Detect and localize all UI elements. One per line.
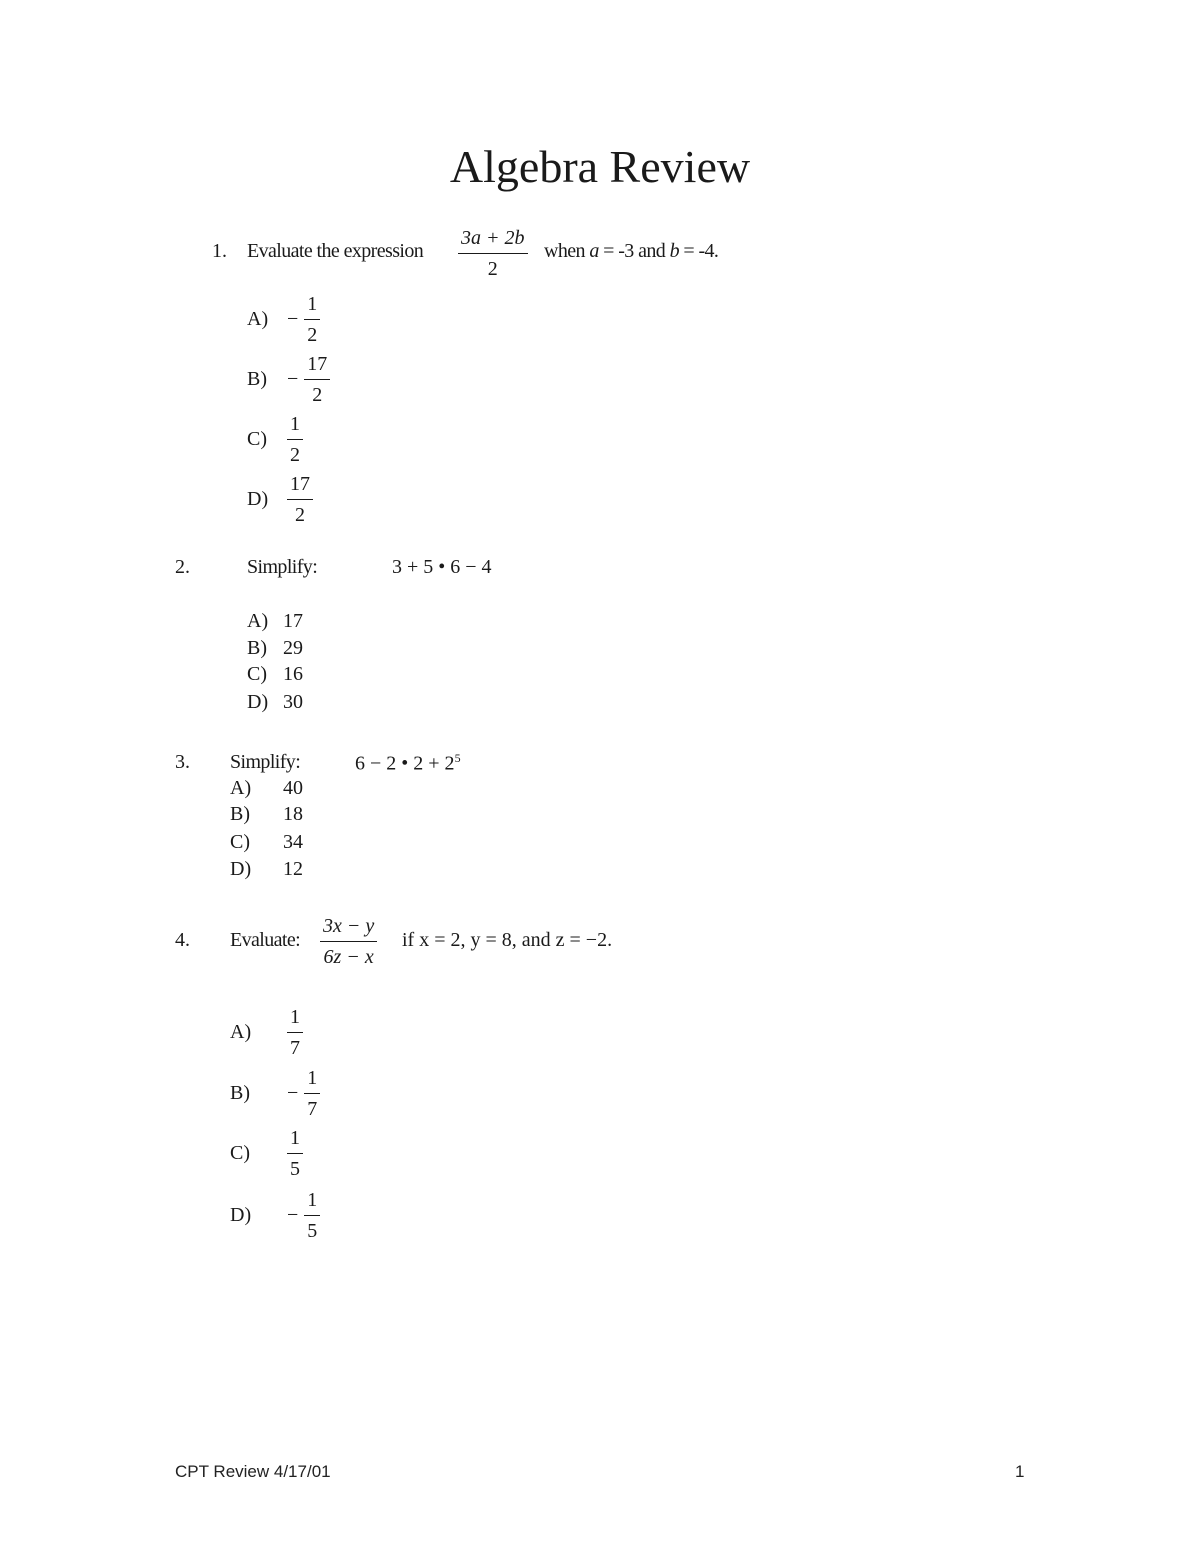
answer-choice-b[interactable]: B) − $\frac{17}{2}$ bbox=[247, 350, 330, 409]
fraction-numerator: 3a + 2b bbox=[458, 224, 528, 254]
question-label: Simplify: bbox=[247, 556, 318, 578]
answer-choice-a[interactable]: A) − $\frac{1}{2}$ bbox=[247, 290, 320, 349]
question-condition: if x = 2, y = 8, and z = −2. bbox=[402, 929, 613, 951]
question-number: 1. bbox=[212, 240, 227, 262]
question-text: Evaluate the expression bbox=[247, 240, 424, 262]
answer-choice-b[interactable]: B) 18 bbox=[230, 803, 303, 825]
fraction-numerator: 3x − y bbox=[320, 912, 377, 942]
question-condition: when a = -3 and b = -4. bbox=[544, 240, 719, 262]
answer-choice-b[interactable]: B) − $\frac{1}{7}$ bbox=[230, 1064, 320, 1123]
answer-choice-a[interactable]: A) $\frac{1}{7}$ bbox=[230, 1003, 303, 1062]
expression-fraction bbox=[458, 224, 528, 283]
question-label: Simplify: bbox=[230, 751, 301, 773]
question-number: 2. bbox=[175, 556, 190, 578]
answer-choice-a[interactable]: A) 40 bbox=[230, 777, 303, 799]
answer-choice-a[interactable]: A) 17 bbox=[247, 610, 303, 632]
fraction-denominator: 6z − x bbox=[323, 946, 374, 968]
question-number: 4. bbox=[175, 929, 190, 951]
answer-choice-d[interactable]: D) 12 bbox=[230, 858, 303, 880]
answer-choice-c[interactable]: C) $\frac{1}{5}$ bbox=[230, 1124, 303, 1183]
question-expression: 6 − 2 • $2 + 2^5$ bbox=[355, 751, 461, 775]
answer-choice-c[interactable]: C) 16 bbox=[247, 663, 303, 685]
question-expression: 3 + 5 • 6 − 4 bbox=[392, 556, 492, 578]
answer-choice-d[interactable]: D) − $\frac{1}{5}$ bbox=[230, 1186, 320, 1245]
fraction-denominator: 2 bbox=[487, 258, 498, 280]
question-number: 3. bbox=[175, 751, 190, 773]
answer-choice-b[interactable]: B) 29 bbox=[247, 637, 303, 659]
question-label: Evaluate: bbox=[230, 929, 301, 951]
page-number: 1 bbox=[1015, 1462, 1025, 1481]
answer-choice-c[interactable]: C) 34 bbox=[230, 831, 303, 853]
footer-text: CPT Review 4/17/01 bbox=[175, 1462, 331, 1481]
expression-fraction bbox=[320, 912, 377, 971]
answer-choice-c[interactable]: C) $\frac{1}{2}$ bbox=[247, 410, 303, 469]
answer-choice-d[interactable]: D) $\frac{17}{2}$ bbox=[247, 470, 313, 529]
page-title: Algebra Review bbox=[449, 141, 751, 192]
answer-choice-d[interactable]: D) 30 bbox=[247, 691, 303, 713]
